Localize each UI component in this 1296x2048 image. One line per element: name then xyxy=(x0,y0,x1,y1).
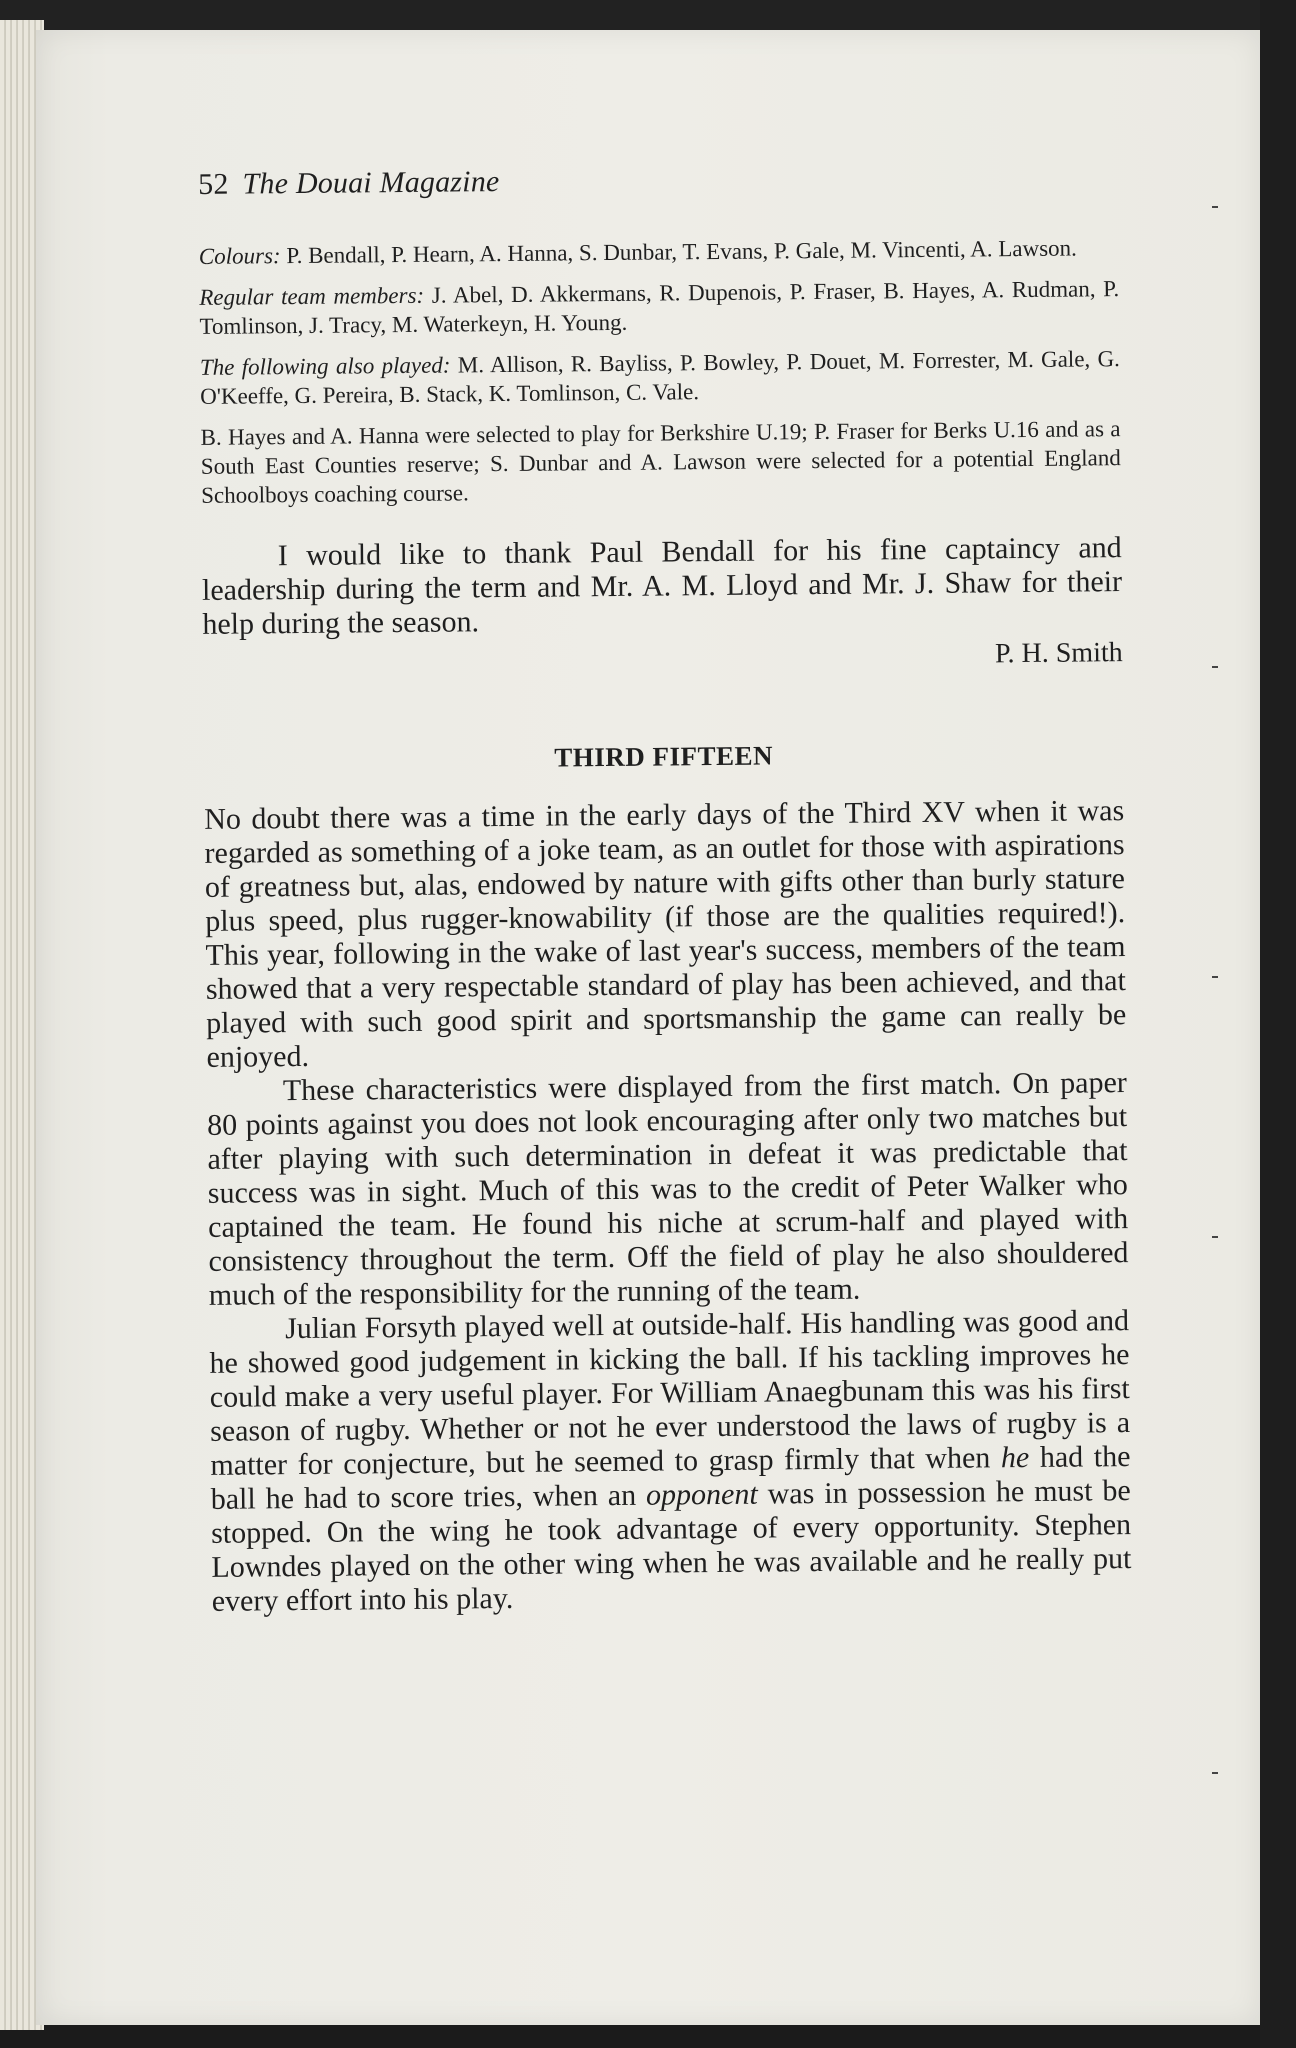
running-head xyxy=(198,159,1152,202)
paragraph-text: had the ball he had to score tries, when an xyxy=(210,1440,1131,1516)
thanks-paragraph: I would like to thank Paul Bendall for his fine captaincy and leadership during the term and Mr. A. M. Lloyd and Mr. J. Shaw for their help during the season. xyxy=(201,531,1123,641)
selection-note: B. Hayes and A. Hanna were selected to play for Berkshire U.19; P. Fraser for Berks U.16 and as a South East Counties reserve; S. Dunbar and A. Lawson were selected for a potential England Schoolboys coaching course. xyxy=(200,416,1121,508)
page-tick-mark xyxy=(1212,206,1218,208)
paragraph xyxy=(209,1304,1132,1619)
signature: P. H. Smith xyxy=(994,637,1123,670)
paragraph-text: Julian Forsyth played well at outside-half. His handling was good and he showed good judgement in kicking the ball. If his tackling improves he could make a very useful player. For William Anaegbunam this was his first season of rugby. Whether or not he ever understood the laws of rugby is a matter for conjecture, but he seemed to grasp firmly that when xyxy=(209,1304,1131,1482)
page-tick-mark xyxy=(1212,1772,1218,1774)
paragraph: No doubt there was a time in the early days of the Third XV when it was regarded as something of a joke team, as an outlet for those with aspirations of greatness but, alas, endowed by nature with gifts other than burly stature plus speed, plus rugger-knowability (if those are the qualities required!). This year, following in the wake of last year's success, members of the team showed that a very respectable standard of play has been achieved, and that played with such good spirit and sportsmanship the game can really be enjoyed. xyxy=(204,794,1127,1074)
regular-members-list xyxy=(199,274,1120,341)
also-played-names: M. Allison, R. Bayliss, P. Bowley, P. Douet, M. Forrester, M. Gale, G. O'Keeffe, G. Pereira, B. Stack, K. Tomlinson, C. Vale. xyxy=(200,346,1120,409)
page-content xyxy=(192,159,1166,1619)
book-cover-right xyxy=(1260,0,1296,2048)
colours-label: Colours: xyxy=(198,243,281,269)
colours-names: P. Bendall, P. Hearn, A. Hanna, S. Dunbar, T. Evans, P. Gale, M. Vincenti, A. Lawson. xyxy=(286,235,1077,269)
magazine-title: The Douai Magazine xyxy=(242,165,500,201)
regular-members-label: Regular team members: xyxy=(199,282,425,310)
page-tick-mark xyxy=(1212,976,1218,978)
paragraph: These characteristics were displayed from the first match. On paper 80 points against you does not look encouraging after only two matches but after playing with such determination in defeat it was predictable that success was in sight. Much of this was to the credit of Peter Walker who captained the team. He found his niche at scrum-half and played with consistency throughout the term. Off the field of play he also shouldered much of the responsibility for the running of the team. xyxy=(207,1066,1129,1312)
page-number: 52 xyxy=(197,167,229,201)
section-heading: THIRD FIFTEEN xyxy=(554,740,774,773)
page-tick-mark xyxy=(1212,1236,1218,1238)
book-page xyxy=(36,30,1260,2025)
paragraph-text: was in possession he must be stopped. On the wing he took advantage of every opportunity. Stephen Lowndes played on the other wing when he was available and he really put every effort into his play. xyxy=(210,1474,1132,1618)
also-played-label: The following also played: xyxy=(199,352,451,380)
regular-members-names: J. Abel, D. Akkermans, R. Dupenois, P. Fraser, B. Hayes, A. Rudman, P. Tomlinson, J. Tracy, M. Waterkeyn, H. Young. xyxy=(199,276,1120,339)
paragraph-emphasis: he xyxy=(1000,1441,1030,1475)
paragraph-emphasis: opponent xyxy=(645,1477,758,1512)
also-played-list xyxy=(200,344,1121,411)
colours-list xyxy=(199,233,1119,271)
page-tick-mark xyxy=(1212,666,1218,668)
